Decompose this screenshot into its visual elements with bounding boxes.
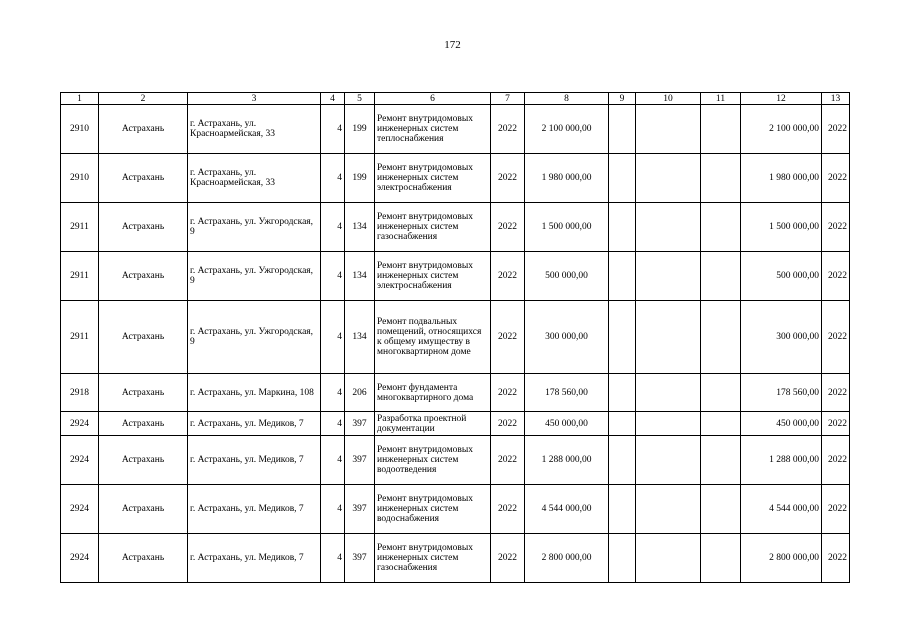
cell-col10	[636, 203, 701, 252]
cell-year: 2022	[491, 301, 525, 374]
cell-address: г. Астрахань, ул. Медиков, 7	[188, 485, 321, 534]
cell-col11	[701, 412, 741, 436]
column-header: 1	[61, 93, 99, 105]
table-row	[61, 301, 850, 374]
cell-cost: 2 800 000,00	[525, 534, 609, 583]
cell-col13: 2022	[822, 252, 850, 301]
cell-year: 2022	[491, 203, 525, 252]
cell-cost: 1 288 000,00	[525, 436, 609, 485]
cell-col10	[636, 436, 701, 485]
cell-number: 2924	[61, 412, 99, 436]
cell-col4: 4	[321, 105, 345, 154]
cell-col9	[609, 301, 636, 374]
cell-number: 2910	[61, 105, 99, 154]
cell-col9	[609, 154, 636, 203]
cell-year: 2022	[491, 252, 525, 301]
table-row	[61, 412, 850, 436]
cell-address: г. Астрахань, ул. Маркина, 108	[188, 374, 321, 412]
cell-work-type: Разработка проектной документации	[375, 412, 491, 436]
cell-cost: 300 000,00	[525, 301, 609, 374]
cell-col13: 2022	[822, 534, 850, 583]
cell-col5: 206	[345, 374, 375, 412]
cell-col5: 199	[345, 105, 375, 154]
cell-col12: 500 000,00	[741, 252, 822, 301]
column-header: 4	[321, 93, 345, 105]
cell-col4: 4	[321, 412, 345, 436]
cell-cost: 1 980 000,00	[525, 154, 609, 203]
cell-col12: 178 560,00	[741, 374, 822, 412]
cell-col10	[636, 154, 701, 203]
column-header: 6	[375, 93, 491, 105]
cell-address: г. Астрахань, ул. Красноармейская, 33	[188, 105, 321, 154]
cell-address: г. Астрахань, ул. Медиков, 7	[188, 436, 321, 485]
cell-col12: 4 544 000,00	[741, 485, 822, 534]
cell-col13: 2022	[822, 105, 850, 154]
cell-col11	[701, 534, 741, 583]
cell-col4: 4	[321, 485, 345, 534]
cell-col9	[609, 436, 636, 485]
cell-col11	[701, 203, 741, 252]
cell-cost: 1 500 000,00	[525, 203, 609, 252]
cell-col9	[609, 252, 636, 301]
cell-year: 2022	[491, 154, 525, 203]
cell-work-type: Ремонт внутридомовых инженерных систем электроснабжения	[375, 154, 491, 203]
cell-col12: 300 000,00	[741, 301, 822, 374]
cell-address: г. Астрахань, ул. Ужгородская, 9	[188, 203, 321, 252]
cell-number: 2911	[61, 203, 99, 252]
cell-col12: 1 980 000,00	[741, 154, 822, 203]
column-header: 13	[822, 93, 850, 105]
cell-address: г. Астрахань, ул. Медиков, 7	[188, 412, 321, 436]
cell-col4: 4	[321, 374, 345, 412]
cell-work-type: Ремонт внутридомовых инженерных систем водоотведения	[375, 436, 491, 485]
cell-col10	[636, 105, 701, 154]
cell-work-type: Ремонт внутридомовых инженерных систем газоснабжения	[375, 203, 491, 252]
cell-col5: 199	[345, 154, 375, 203]
cell-municipality: Астрахань	[99, 154, 188, 203]
cell-col5: 134	[345, 203, 375, 252]
cell-number: 2924	[61, 485, 99, 534]
cell-col11	[701, 374, 741, 412]
table-row	[61, 374, 850, 412]
cell-col12: 450 000,00	[741, 412, 822, 436]
cell-col11	[701, 105, 741, 154]
cell-municipality: Астрахань	[99, 105, 188, 154]
table-row	[61, 154, 850, 203]
cell-col12: 2 100 000,00	[741, 105, 822, 154]
cell-col10	[636, 485, 701, 534]
cell-col13: 2022	[822, 412, 850, 436]
cell-address: г. Астрахань, ул. Красноармейская, 33	[188, 154, 321, 203]
cell-work-type: Ремонт фундамента многоквартирного дома	[375, 374, 491, 412]
cell-col5: 397	[345, 534, 375, 583]
cell-work-type: Ремонт подвальных помещений, относящихся к общему имуществу в многоквартирном доме	[375, 301, 491, 374]
works-table	[60, 92, 850, 583]
cell-col13: 2022	[822, 436, 850, 485]
cell-address: г. Астрахань, ул. Медиков, 7	[188, 534, 321, 583]
cell-col13: 2022	[822, 301, 850, 374]
column-header: 8	[525, 93, 609, 105]
column-header: 11	[701, 93, 741, 105]
cell-municipality: Астрахань	[99, 436, 188, 485]
cell-address: г. Астрахань, ул. Ужгородская, 9	[188, 301, 321, 374]
cell-col9	[609, 105, 636, 154]
cell-number: 2911	[61, 301, 99, 374]
cell-col9	[609, 534, 636, 583]
column-header: 5	[345, 93, 375, 105]
cell-col4: 4	[321, 252, 345, 301]
cell-col9	[609, 412, 636, 436]
cell-municipality: Астрахань	[99, 534, 188, 583]
cell-col11	[701, 301, 741, 374]
cell-col13: 2022	[822, 154, 850, 203]
table-row	[61, 105, 850, 154]
cell-cost: 178 560,00	[525, 374, 609, 412]
cell-col5: 134	[345, 252, 375, 301]
cell-col10	[636, 374, 701, 412]
cell-col12: 1 500 000,00	[741, 203, 822, 252]
cell-work-type: Ремонт внутридомовых инженерных систем газоснабжения	[375, 534, 491, 583]
cell-year: 2022	[491, 534, 525, 583]
cell-col11	[701, 485, 741, 534]
cell-col4: 4	[321, 301, 345, 374]
cell-cost: 500 000,00	[525, 252, 609, 301]
cell-col10	[636, 252, 701, 301]
cell-municipality: Астрахань	[99, 203, 188, 252]
cell-col10	[636, 534, 701, 583]
cell-number: 2918	[61, 374, 99, 412]
column-header: 10	[636, 93, 701, 105]
cell-municipality: Астрахань	[99, 374, 188, 412]
cell-work-type: Ремонт внутридомовых инженерных систем водоснабжения	[375, 485, 491, 534]
cell-col11	[701, 252, 741, 301]
cell-number: 2910	[61, 154, 99, 203]
cell-col10	[636, 301, 701, 374]
cell-col10	[636, 412, 701, 436]
cell-col12: 1 288 000,00	[741, 436, 822, 485]
cell-col9	[609, 203, 636, 252]
cell-col4: 4	[321, 534, 345, 583]
column-header: 9	[609, 93, 636, 105]
cell-col5: 397	[345, 485, 375, 534]
cell-year: 2022	[491, 412, 525, 436]
cell-cost: 2 100 000,00	[525, 105, 609, 154]
table-row	[61, 203, 850, 252]
cell-col11	[701, 436, 741, 485]
cell-year: 2022	[491, 436, 525, 485]
page-number: 172	[444, 39, 461, 51]
cell-col5: 134	[345, 301, 375, 374]
cell-cost: 450 000,00	[525, 412, 609, 436]
cell-address: г. Астрахань, ул. Ужгородская, 9	[188, 252, 321, 301]
cell-col4: 4	[321, 203, 345, 252]
column-header: 12	[741, 93, 822, 105]
cell-year: 2022	[491, 485, 525, 534]
cell-work-type: Ремонт внутридомовых инженерных систем электроснабжения	[375, 252, 491, 301]
cell-municipality: Астрахань	[99, 485, 188, 534]
cell-year: 2022	[491, 105, 525, 154]
cell-col11	[701, 154, 741, 203]
cell-year: 2022	[491, 374, 525, 412]
column-header: 3	[188, 93, 321, 105]
cell-municipality: Астрахань	[99, 301, 188, 374]
column-header: 7	[491, 93, 525, 105]
cell-col4: 4	[321, 436, 345, 485]
table-header-row	[61, 93, 850, 105]
cell-col13: 2022	[822, 374, 850, 412]
cell-col9	[609, 374, 636, 412]
table-row	[61, 436, 850, 485]
column-header: 2	[99, 93, 188, 105]
cell-number: 2924	[61, 436, 99, 485]
table-row	[61, 252, 850, 301]
table-row	[61, 534, 850, 583]
cell-col4: 4	[321, 154, 345, 203]
table-row	[61, 485, 850, 534]
cell-col9	[609, 485, 636, 534]
cell-number: 2924	[61, 534, 99, 583]
cell-municipality: Астрахань	[99, 412, 188, 436]
cell-col5: 397	[345, 436, 375, 485]
cell-col5: 397	[345, 412, 375, 436]
cell-col13: 2022	[822, 203, 850, 252]
cell-col13: 2022	[822, 485, 850, 534]
cell-col12: 2 800 000,00	[741, 534, 822, 583]
cell-number: 2911	[61, 252, 99, 301]
cell-cost: 4 544 000,00	[525, 485, 609, 534]
cell-municipality: Астрахань	[99, 252, 188, 301]
cell-work-type: Ремонт внутридомовых инженерных систем теплоснабжения	[375, 105, 491, 154]
